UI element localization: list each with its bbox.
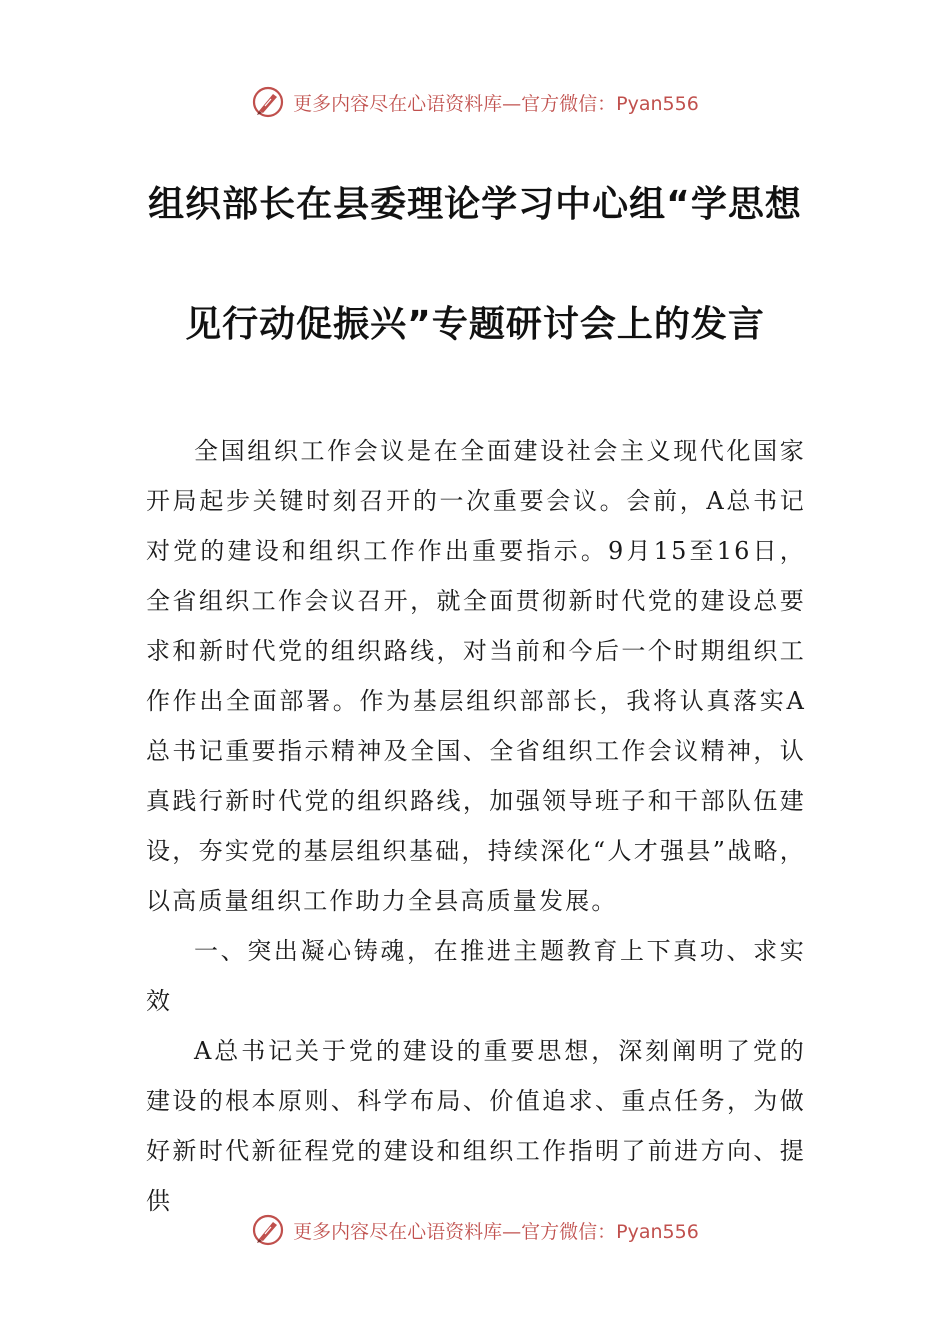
watermark-banner-bottom <box>0 1210 950 1250</box>
watermark-text: 更多内容尽在心语资料库—官方微信：Pyan556 <box>293 1220 699 1243</box>
pen-nib-logo-icon <box>251 1213 285 1247</box>
document-title-line-2: 见行动促振兴”专题研讨会上的发言 <box>185 304 765 345</box>
watermark-text: 更多内容尽在心语资料库—官方微信：Pyan556 <box>293 92 699 115</box>
watermark-banner-top <box>0 82 950 122</box>
document-title-line-1: 组织部长在县委理论学习中心组“学思想 <box>148 184 802 225</box>
document-body <box>146 426 806 1226</box>
pen-nib-logo-icon <box>251 85 285 119</box>
body-paragraph: 全国组织工作会议是在全面建设社会主义现代化国家开局起步关键时刻召开的一次重要会议。会前，A总书记对党的建设和组织工作作出重要指示。9月15至16日，全省组织工作会议召开，就全面贯彻新时代党的建设总要求和新时代党的组织路线，对当前和今后一个时期组织工作作出全面部署。作为基层组织部部长，我将认真落实A总书记重要指示精神及全国、全省组织工作会议精神，认真践行新时代党的组织路线，加强领导班子和干部队伍建设，夯实党的基层组织基础，持续深化“人才强县”战略，以高质量组织工作助力全县高质量发展。 <box>146 437 806 915</box>
body-paragraph: A总书记关于党的建设的重要思想，深刻阐明了党的建设的根本原则、科学布局、价值追求、重点任务，为做好新时代新征程党的建设和组织工作指明了前进方向、提供 <box>146 1037 806 1215</box>
section-heading: 一、突出凝心铸魂，在推进主题教育上下真功、求实效 <box>146 937 806 1015</box>
